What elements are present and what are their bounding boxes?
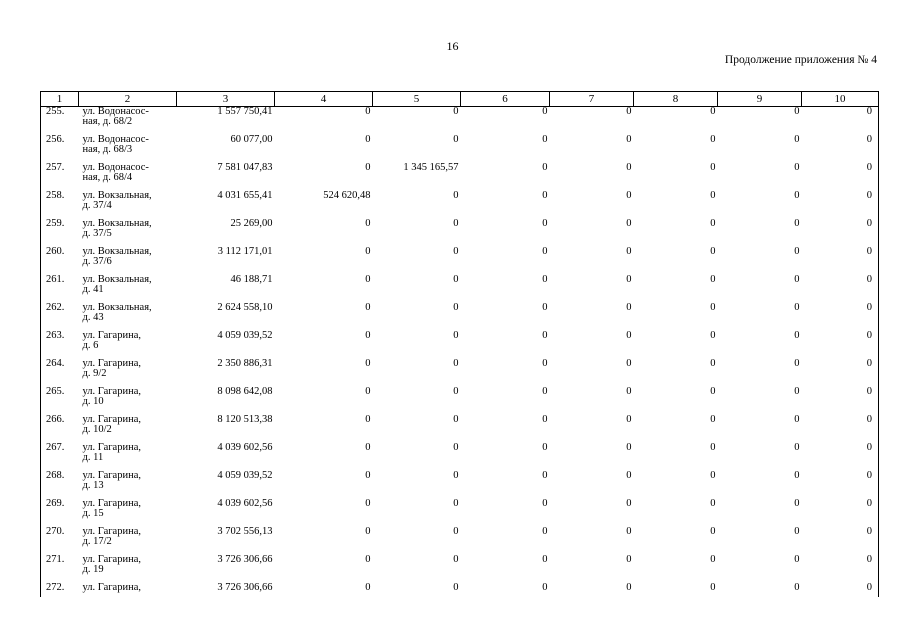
- address-line: ул. Водонасос-: [82, 162, 149, 173]
- value-cell: 0: [542, 442, 548, 453]
- table-row: [41, 163, 879, 191]
- value-cell: 0: [794, 330, 800, 341]
- row-number: 268.: [41, 471, 79, 499]
- value-cell: 0: [453, 582, 459, 593]
- value-cell: 0: [710, 302, 716, 313]
- value-cell: 0: [365, 274, 371, 285]
- value-cell: 0: [802, 275, 879, 303]
- value-cell: 0: [710, 246, 716, 257]
- value-cell: 0: [710, 330, 716, 341]
- value-cell: 0: [542, 218, 548, 229]
- table-row: [41, 555, 879, 583]
- column-header: 7: [550, 92, 634, 107]
- value-cell: 0: [542, 106, 548, 117]
- value-cell: 0: [453, 498, 459, 509]
- value-cell: 0: [802, 247, 879, 275]
- value-cell: 0: [710, 442, 716, 453]
- value-cell: 0: [365, 246, 371, 257]
- value-cell: 0: [710, 106, 716, 117]
- value-cell: 0: [626, 582, 632, 593]
- address-line: д. 43: [82, 311, 104, 323]
- table-row: [41, 443, 879, 471]
- header-row: [41, 92, 879, 107]
- address-cell: [79, 107, 177, 136]
- value-cell: 0: [365, 330, 371, 341]
- page-number: 16: [446, 39, 459, 53]
- value-cell: 0: [710, 162, 716, 173]
- table-row: [41, 135, 879, 163]
- address-line: д. 11: [82, 451, 104, 463]
- value-cell: 4 059 039,52: [217, 330, 273, 341]
- value-cell: 0: [453, 442, 459, 453]
- column-header: 9: [718, 92, 802, 107]
- value-cell: 0: [710, 470, 716, 481]
- value-cell: 0: [802, 527, 879, 555]
- row-number: 256.: [41, 135, 79, 163]
- value-cell: 0: [453, 330, 459, 341]
- row-number: 266.: [41, 415, 79, 443]
- value-cell: 3 726 306,66: [217, 554, 273, 565]
- value-cell: 0: [794, 582, 800, 593]
- value-cell: 0: [710, 190, 716, 201]
- value-cell: 0: [794, 526, 800, 537]
- address-line: ул. Гагарина,: [82, 442, 141, 453]
- value-cell: 0: [542, 302, 548, 313]
- value-cell: 0: [626, 330, 632, 341]
- address-line: ул. Гагарина,: [82, 386, 141, 397]
- address-line: д. 19: [82, 563, 104, 575]
- address-line: ул. Водонасос-: [82, 134, 149, 145]
- value-cell: 0: [542, 358, 548, 369]
- value-cell: 0: [365, 134, 371, 145]
- table-row: [41, 359, 879, 387]
- table-row: [41, 191, 879, 219]
- table-row: [41, 387, 879, 415]
- address-cell: [79, 191, 177, 219]
- value-cell: 0: [453, 470, 459, 481]
- value-cell: 1 557 750,41: [217, 106, 273, 117]
- address-line: д. 17/2: [82, 535, 112, 547]
- address-line: ная, д. 68/2: [82, 115, 133, 127]
- value-cell: 0: [626, 414, 632, 425]
- address-line: ная, д. 68/4: [82, 171, 133, 183]
- value-cell: 0: [542, 470, 548, 481]
- address-cell: [79, 415, 177, 443]
- column-header: 8: [634, 92, 718, 107]
- row-number: 260.: [41, 247, 79, 275]
- value-cell: 0: [802, 555, 879, 583]
- value-cell: 0: [453, 246, 459, 257]
- value-cell: 0: [365, 162, 371, 173]
- value-cell: 0: [710, 218, 716, 229]
- value-cell: 0: [794, 274, 800, 285]
- column-header: 2: [79, 92, 177, 107]
- address-cell: [79, 275, 177, 303]
- value-cell: 0: [542, 582, 548, 593]
- value-cell: 0: [365, 358, 371, 369]
- table-row: [41, 303, 879, 331]
- address-line: д. 41: [82, 283, 104, 295]
- address-line: ул. Вокзальная,: [82, 246, 152, 257]
- value-cell: 0: [802, 219, 879, 247]
- value-cell: 0: [542, 134, 548, 145]
- value-cell: 0: [626, 134, 632, 145]
- address-cell: [79, 359, 177, 387]
- row-number: 262.: [41, 303, 79, 331]
- value-cell: 0: [710, 134, 716, 145]
- address-line: ул. Гагарина,: [82, 554, 141, 565]
- address-cell: [79, 583, 177, 597]
- value-cell: 0: [794, 106, 800, 117]
- column-header: 10: [802, 92, 879, 107]
- value-cell: 0: [542, 274, 548, 285]
- address-line: ул. Гагарина,: [82, 498, 141, 509]
- value-cell: 0: [802, 443, 879, 471]
- table-row: [41, 583, 879, 597]
- value-cell: 0: [710, 498, 716, 509]
- address-line: ул. Вокзальная,: [82, 302, 152, 313]
- value-cell: 0: [453, 302, 459, 313]
- value-cell: 0: [794, 246, 800, 257]
- address-line: д. 37/5: [82, 227, 112, 239]
- address-line: ул. Гагарина,: [82, 470, 141, 481]
- value-cell: 0: [453, 134, 459, 145]
- address-line: д. 6: [82, 339, 99, 351]
- value-cell: 0: [453, 274, 459, 285]
- table-row: [41, 415, 879, 443]
- column-header: 6: [461, 92, 550, 107]
- value-cell: 0: [626, 218, 632, 229]
- value-cell: 0: [802, 415, 879, 443]
- value-cell: 3 112 171,01: [217, 246, 273, 257]
- table-row: [41, 275, 879, 303]
- value-cell: 0: [453, 190, 459, 201]
- continuation-caption: Продолжение приложения № 4: [724, 54, 877, 66]
- address-cell: [79, 163, 177, 191]
- row-number: 261.: [41, 275, 79, 303]
- row-number: 255.: [41, 107, 79, 136]
- row-number: 271.: [41, 555, 79, 583]
- value-cell: 0: [365, 554, 371, 565]
- address-cell: [79, 387, 177, 415]
- value-cell: 0: [794, 190, 800, 201]
- table-row: [41, 471, 879, 499]
- value-cell: 0: [794, 554, 800, 565]
- value-cell: 0: [794, 218, 800, 229]
- address-line: ул. Водонасос-: [82, 106, 149, 117]
- value-cell: 0: [626, 442, 632, 453]
- value-cell: 0: [802, 135, 879, 163]
- row-number: 264.: [41, 359, 79, 387]
- value-cell: 25 269,00: [230, 218, 273, 229]
- address-cell: [79, 527, 177, 555]
- value-cell: 0: [802, 499, 879, 527]
- value-cell: 0: [453, 106, 459, 117]
- row-number: 263.: [41, 331, 79, 359]
- value-cell: 0: [542, 498, 548, 509]
- value-cell: 0: [802, 303, 879, 331]
- column-header: 1: [41, 92, 79, 107]
- value-cell: 524 620,48: [323, 190, 371, 201]
- table-row: [41, 247, 879, 275]
- address-line: д. 10/2: [82, 423, 112, 435]
- table-row: [41, 527, 879, 555]
- address-cell: [79, 555, 177, 583]
- value-cell: 0: [802, 107, 879, 136]
- value-cell: 2 624 558,10: [217, 302, 273, 313]
- value-cell: 60 077,00: [230, 134, 273, 145]
- value-cell: 0: [710, 554, 716, 565]
- value-cell: 0: [542, 190, 548, 201]
- address-line: д. 9/2: [82, 367, 107, 379]
- value-cell: 0: [365, 442, 371, 453]
- address-cell: [79, 135, 177, 163]
- address-line: д. 13: [82, 479, 104, 491]
- value-cell: 0: [453, 218, 459, 229]
- value-cell: 0: [794, 162, 800, 173]
- value-cell: 0: [542, 246, 548, 257]
- address-line: д. 15: [82, 507, 104, 519]
- value-cell: 0: [365, 386, 371, 397]
- row-number: 257.: [41, 163, 79, 191]
- address-line: ул. Вокзальная,: [82, 274, 152, 285]
- address-cell: [79, 471, 177, 499]
- value-cell: 0: [626, 470, 632, 481]
- address-line: ул. Гагарина,: [82, 582, 141, 593]
- value-cell: 0: [365, 302, 371, 313]
- data-table: [40, 91, 879, 597]
- value-cell: 0: [626, 358, 632, 369]
- address-line: д. 37/4: [82, 199, 112, 211]
- value-cell: 3 702 556,13: [217, 526, 273, 537]
- value-cell: 0: [802, 163, 879, 191]
- column-header: 4: [275, 92, 373, 107]
- address-cell: [79, 499, 177, 527]
- value-cell: 0: [710, 386, 716, 397]
- value-cell: 0: [794, 498, 800, 509]
- value-cell: 0: [794, 134, 800, 145]
- value-cell: 0: [542, 162, 548, 173]
- address-line: ул. Гагарина,: [82, 358, 141, 369]
- value-cell: 0: [710, 582, 716, 593]
- value-cell: 0: [453, 414, 459, 425]
- table-row: [41, 499, 879, 527]
- address-line: ная, д. 68/3: [82, 143, 133, 155]
- value-cell: 0: [802, 387, 879, 415]
- value-cell: 0: [365, 470, 371, 481]
- value-cell: 46 188,71: [230, 274, 273, 285]
- address-cell: [79, 247, 177, 275]
- value-cell: 0: [365, 218, 371, 229]
- address-cell: [79, 303, 177, 331]
- table-row: [41, 331, 879, 359]
- value-cell: 0: [802, 471, 879, 499]
- row-number: 272.: [41, 583, 79, 597]
- value-cell: 0: [794, 442, 800, 453]
- value-cell: 0: [802, 191, 879, 219]
- value-cell: 0: [542, 526, 548, 537]
- row-number: 270.: [41, 527, 79, 555]
- value-cell: 0: [542, 554, 548, 565]
- value-cell: 1 345 165,57: [403, 162, 459, 173]
- column-header: 5: [373, 92, 461, 107]
- value-cell: 0: [626, 526, 632, 537]
- value-cell: 0: [626, 274, 632, 285]
- value-cell: 4 039 602,56: [217, 442, 273, 453]
- row-number: 258.: [41, 191, 79, 219]
- value-cell: 0: [794, 358, 800, 369]
- address-line: д. 10: [82, 395, 104, 407]
- value-cell: 0: [710, 414, 716, 425]
- value-cell: 0: [365, 526, 371, 537]
- value-cell: 0: [626, 498, 632, 509]
- address-line: ул. Гагарина,: [82, 526, 141, 537]
- address-line: д. 37/6: [82, 255, 112, 267]
- value-cell: 8 120 513,38: [217, 414, 273, 425]
- value-cell: 0: [710, 358, 716, 369]
- value-cell: 0: [453, 386, 459, 397]
- value-cell: 0: [365, 106, 371, 117]
- value-cell: 0: [626, 554, 632, 565]
- address-line: ул. Вокзальная,: [82, 190, 152, 201]
- address-line: ул. Гагарина,: [82, 414, 141, 425]
- address-cell: [79, 331, 177, 359]
- value-cell: 0: [453, 526, 459, 537]
- value-cell: 0: [794, 386, 800, 397]
- value-cell: 0: [626, 386, 632, 397]
- row-number: 267.: [41, 443, 79, 471]
- value-cell: 0: [802, 331, 879, 359]
- value-cell: 0: [710, 526, 716, 537]
- value-cell: 8 098 642,08: [217, 386, 273, 397]
- value-cell: 0: [802, 359, 879, 387]
- value-cell: 0: [365, 582, 371, 593]
- value-cell: 0: [365, 414, 371, 425]
- value-cell: 0: [794, 302, 800, 313]
- column-header: 3: [177, 92, 275, 107]
- value-cell: 4 059 039,52: [217, 470, 273, 481]
- address-line: ул. Гагарина,: [82, 330, 141, 341]
- value-cell: 0: [626, 162, 632, 173]
- value-cell: 0: [626, 190, 632, 201]
- value-cell: 2 350 886,31: [217, 358, 273, 369]
- value-cell: 4 039 602,56: [217, 498, 273, 509]
- value-cell: 0: [802, 583, 879, 597]
- table-row: [41, 107, 879, 136]
- value-cell: 0: [794, 414, 800, 425]
- value-cell: 0: [365, 498, 371, 509]
- address-cell: [79, 443, 177, 471]
- value-cell: 0: [453, 358, 459, 369]
- value-cell: 0: [710, 274, 716, 285]
- value-cell: 0: [542, 386, 548, 397]
- value-cell: 0: [542, 414, 548, 425]
- value-cell: 0: [626, 246, 632, 257]
- row-number: 265.: [41, 387, 79, 415]
- value-cell: 7 581 047,83: [217, 162, 273, 173]
- address-cell: [79, 219, 177, 247]
- value-cell: 0: [626, 106, 632, 117]
- address-line: ул. Вокзальная,: [82, 218, 152, 229]
- row-number: 269.: [41, 499, 79, 527]
- row-number: 259.: [41, 219, 79, 247]
- table-row: [41, 219, 879, 247]
- value-cell: 4 031 655,41: [217, 190, 273, 201]
- value-cell: 0: [453, 554, 459, 565]
- value-cell: 0: [794, 470, 800, 481]
- value-cell: 3 726 306,66: [217, 582, 273, 593]
- value-cell: 0: [626, 302, 632, 313]
- value-cell: 0: [542, 330, 548, 341]
